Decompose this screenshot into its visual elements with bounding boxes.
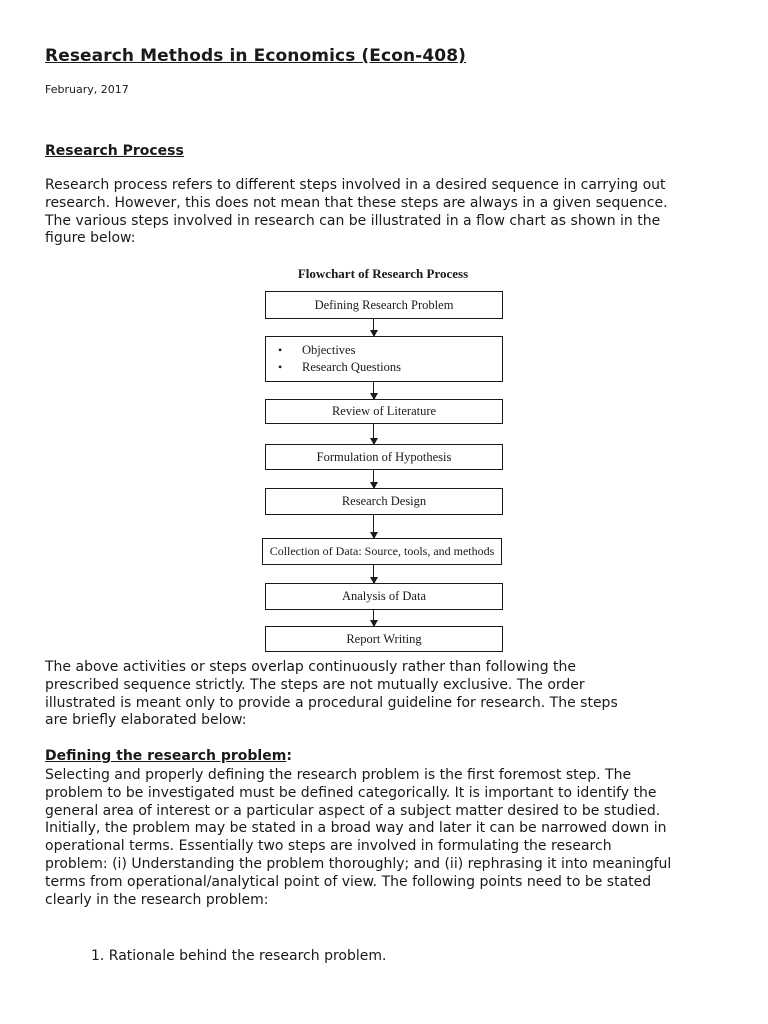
problem-line: problem: (i) Understanding the problem thoroughly; and (ii) rephrasing it into meaningful <box>45 855 672 872</box>
intro-line: The various steps involved in research can be illustrated in a flow chart as shown in the <box>45 212 661 229</box>
problem-line: problem to be investigated must be defined categorically. It is important to identify the <box>45 784 657 801</box>
flow-arrow <box>373 319 374 336</box>
flowchart-title: Flowchart of Research Process <box>297 266 469 281</box>
problem-line: general area of interest or a particular aspect of a subject matter desired to be studied. <box>45 802 661 819</box>
after-line: prescribed sequence strictly. The steps are not mutually exclusive. The order <box>45 676 585 693</box>
flow-step-hypothesis: Formulation of Hypothesis <box>265 444 503 470</box>
flow-arrow <box>373 610 374 626</box>
flow-step-review-literature: Review of Literature <box>265 399 503 424</box>
problem-line: operational terms. Essentially two steps are involved in formulating the research <box>45 838 612 855</box>
intro-line: figure below: <box>45 230 136 247</box>
flow-step-objectives-questions <box>265 336 503 382</box>
flow-step-defining-problem: Defining Research Problem <box>265 291 503 319</box>
after-line: illustrated is meant only to provide a procedural guideline for research. The steps <box>45 694 618 711</box>
flow-arrow <box>373 565 374 583</box>
flow-arrow <box>373 382 374 399</box>
after-flowchart-paragraph <box>45 659 735 730</box>
document-title: Research Methods in Economics (Econ-408) <box>45 46 466 66</box>
flow-step-data-collection: Collection of Data: Source, tools, and methods <box>262 538 502 565</box>
intro-paragraph <box>45 177 735 248</box>
flow-arrow <box>373 470 374 488</box>
problem-paragraph <box>45 767 735 909</box>
after-line: are briefly elaborated below: <box>45 712 247 729</box>
flow-bullet-research-questions: • Research Questions <box>302 359 401 377</box>
flow-arrow <box>373 515 374 538</box>
after-line: The above activities or steps overlap continuously rather than following the <box>45 659 577 675</box>
section-heading-research-process: Research Process <box>45 143 184 159</box>
flow-step-research-design: Research Design <box>265 488 503 515</box>
problem-line: terms from operational/analytical point of view. The following points need to be stated <box>45 873 652 890</box>
intro-line: Research process refers to different steps involved in a desired sequence in carrying out <box>45 177 666 193</box>
document-date: February, 2017 <box>45 83 129 96</box>
flow-step-analysis: Analysis of Data <box>265 583 503 610</box>
problem-line: Initially, the problem may be stated in a broad way and later it can be narrowed down in <box>45 820 667 837</box>
intro-line: research. However, this does not mean that these steps are always in a given sequence. <box>45 194 668 211</box>
list-item: 1. Rationale behind the research problem. <box>91 948 387 964</box>
problem-line: clearly in the research problem: <box>45 891 269 908</box>
flow-step-report-writing: Report Writing <box>265 626 503 652</box>
flow-arrow <box>373 424 374 444</box>
problem-line: Selecting and properly defining the research problem is the first foremost step. The <box>45 767 632 783</box>
subheading-defining-problem: Defining the research problem: <box>45 748 292 764</box>
flow-bullet-objectives: • Objectives <box>302 342 355 360</box>
